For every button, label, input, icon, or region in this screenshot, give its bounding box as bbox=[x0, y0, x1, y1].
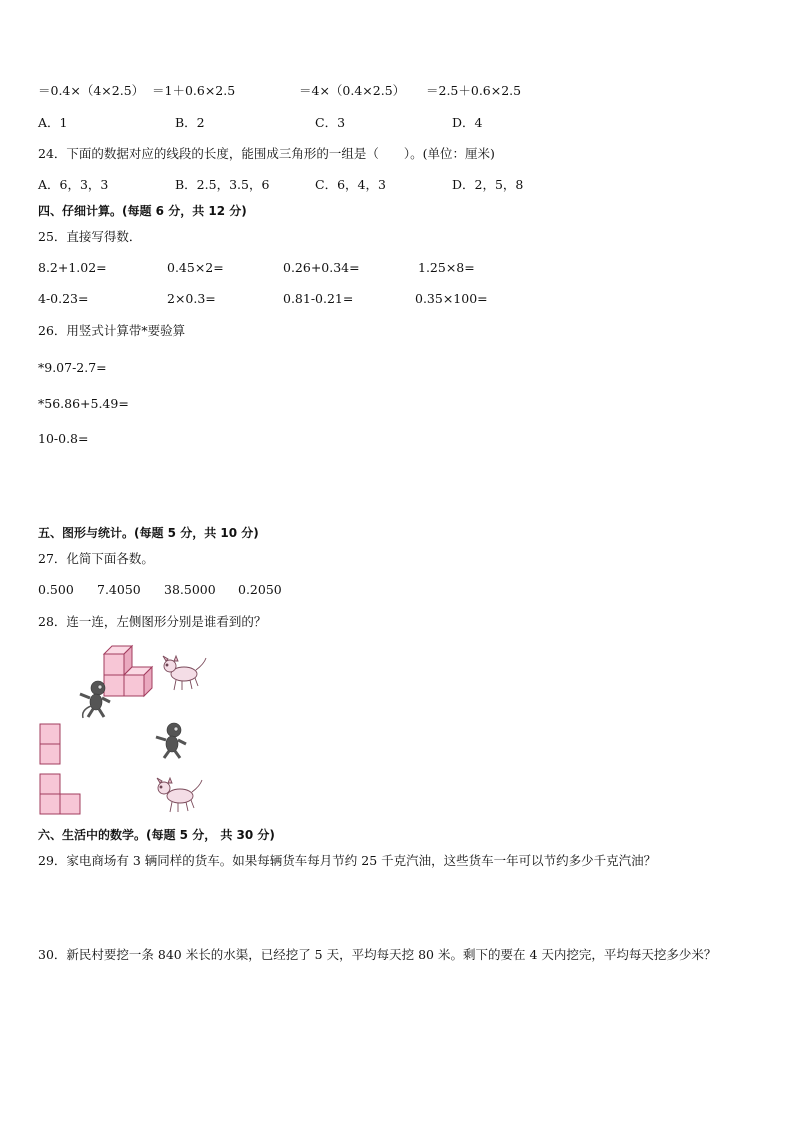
q25-question: 25．直接写得数． bbox=[38, 229, 142, 244]
q25-item: 0.26+0.34= bbox=[283, 260, 360, 275]
q25-item: 0.81-0.21= bbox=[283, 291, 354, 306]
q25-item: 4-0.23= bbox=[38, 291, 89, 306]
q23-formula-d: ＝2.5＋0.6×2.5 bbox=[426, 83, 522, 98]
q23-formula-b: ＝1＋0.6×2.5 bbox=[152, 83, 236, 98]
q25-item: 0.35×100= bbox=[415, 291, 488, 306]
q24-option-c: C．6，4，3 bbox=[315, 177, 386, 192]
q23-option-a: A．1 bbox=[38, 115, 68, 130]
section-5-heading: 五、图形与统计。(每题 5 分，共 10 分) bbox=[38, 526, 259, 540]
dog-icon bbox=[157, 778, 202, 812]
q25-item: 0.45×2= bbox=[167, 260, 224, 275]
q23-option-d: D．4 bbox=[452, 115, 483, 130]
q25-item: 8.2+1.02= bbox=[38, 260, 107, 275]
q23-option-c: C．3 bbox=[315, 115, 346, 130]
q25-item: 1.25×8= bbox=[418, 260, 475, 275]
q28-question: 28．连一连，左侧图形分别是谁看到的？ bbox=[38, 614, 267, 629]
view-vertical-stack bbox=[40, 724, 60, 764]
q24-question: 24．下面的数据对应的线段的长度，能围成三角形的一组是（ ）。(单位：厘米) bbox=[38, 146, 495, 161]
q24-option-d: D．2，5，8 bbox=[452, 177, 524, 192]
q24-option-b: B．2.5，3.5，6 bbox=[175, 177, 270, 192]
view-l-shape bbox=[40, 774, 80, 814]
q27-number: 38.5000 bbox=[164, 582, 216, 597]
q24-option-a: A．6，3，3 bbox=[38, 177, 109, 192]
dog-icon bbox=[163, 656, 206, 690]
q27-number: 0.2050 bbox=[238, 582, 282, 597]
q26-item: *56.86+5.49= bbox=[38, 396, 129, 411]
q27-number: 7.4050 bbox=[97, 582, 141, 597]
q25-item: 2×0.3= bbox=[167, 291, 216, 306]
section-4-heading: 四、仔细计算。(每题 6 分，共 12 分) bbox=[38, 204, 247, 218]
q23-option-b: B．2 bbox=[175, 115, 205, 130]
q26-item: 10-0.8= bbox=[38, 431, 89, 446]
section-6-heading: 六、生活中的数学。(每题 5 分， 共 30 分) bbox=[38, 828, 275, 842]
q30-question: 30．新民村要挖一条 840 米长的水渠，已经挖了 5 天，平均每天挖 80 米。剩下的要在 4 天内挖完，平均每天挖多少米？ bbox=[38, 947, 717, 962]
q23-formula-a: ＝0.4×（4×2.5） bbox=[38, 83, 145, 98]
monkey-icon bbox=[156, 723, 186, 758]
q29-question: 29．家电商场有 3 辆同样的货车。如果每辆货车每月节约 25 千克汽油，这些货车一年可以节约多少千克汽油？ bbox=[38, 853, 657, 868]
q27-number: 0.500 bbox=[38, 582, 74, 597]
cube-structure-illustration bbox=[104, 646, 152, 696]
q27-question: 27．化简下面各数。 bbox=[38, 551, 154, 566]
q26-question: 26．用竖式计算带*要验算 bbox=[38, 323, 186, 338]
q28-view-options bbox=[36, 720, 216, 820]
q26-item: *9.07-2.7= bbox=[38, 360, 107, 375]
q23-formula-c: ＝4×（0.4×2.5） bbox=[299, 83, 406, 98]
